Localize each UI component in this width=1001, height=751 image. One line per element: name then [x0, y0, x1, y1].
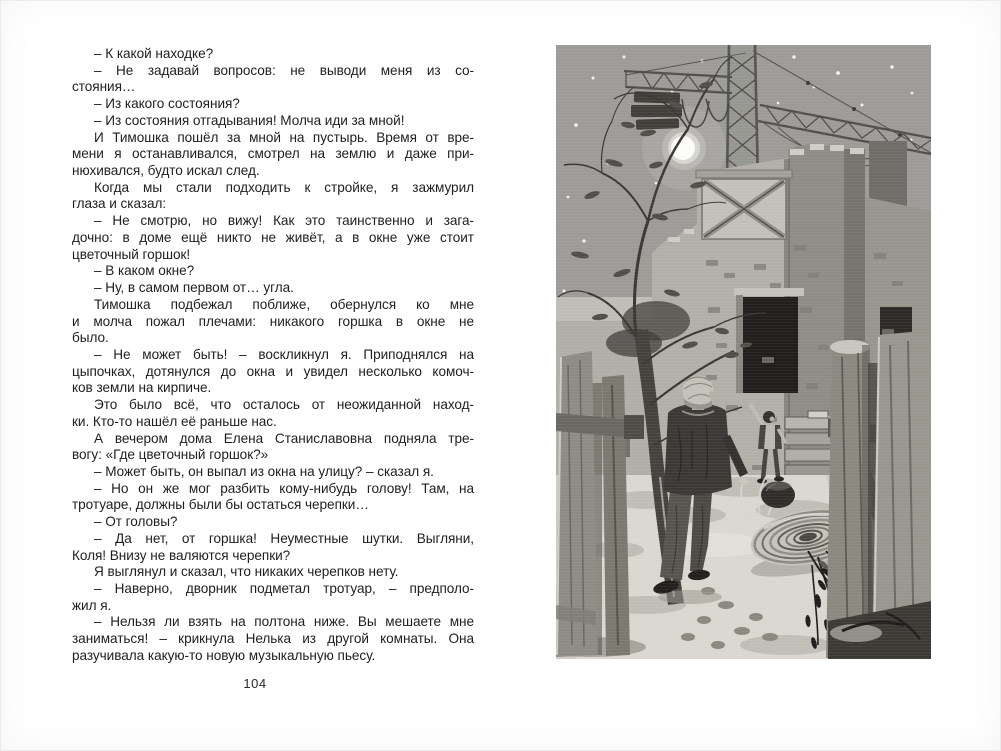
text-line: ков земли на кирпиче. [72, 380, 212, 396]
text-line: – Да нет, от горшка! Неуместные шутки. Выгляни, [94, 530, 474, 546]
text-line: Когда мы стали подходить к стройке, я зажмурил [94, 179, 474, 195]
text-line: – Не задавай вопросов: не выводи меня из со- [94, 62, 474, 78]
text-line: – Может быть, он выпал из окна на улицу? – сказал я. [94, 463, 434, 479]
text-line: ки. Кто-то нашёл её раньше нас. [72, 413, 277, 429]
text-line: – От головы? [94, 514, 178, 530]
text-line: – Ну, в самом первом от… угла. [94, 280, 294, 296]
left-page [0, 0, 500, 751]
text-line: – К какой находке? [94, 46, 214, 61]
flower-pot [761, 482, 795, 509]
text-line: нюхивался, будто искал след. [72, 163, 260, 179]
text-line: тротуаре, должны были бы остаться черепки… [72, 497, 369, 513]
right-page [500, 0, 1001, 751]
text-line: – Наверно, дворник подметал тротуар, – предполо- [94, 581, 474, 596]
text-line: вогу: «Где цветочный горшок?» [72, 447, 269, 463]
text-line: Это было всё, что осталось от неожиданной наход- [94, 397, 474, 413]
text-line: цветочный горшок! [72, 246, 191, 262]
text-line: – Из состояния отгадывания! Молча иди за мной! [94, 112, 405, 128]
page-number: 104 [243, 676, 267, 691]
text-line: – Не смотрю, но вижу! Как это таинственно и зага- [94, 213, 474, 229]
text-line: – Нельзя ли взять на полтона ниже. Вы мешаете мне [94, 614, 474, 630]
text-line: мени я останавливался, смотрел на землю и даже при- [72, 146, 474, 162]
text-line: – Но он же мог разбить кому-нибудь голову! Там, на [94, 480, 474, 496]
text-line: Я выглянул и сказал, что никаких черепков нету. [94, 564, 399, 580]
text-line: глаза и сказал: [72, 196, 167, 212]
text-line: И Тимошка пошёл за мной на пустырь. Время от вре- [94, 129, 474, 145]
text-line: – Из какого состояния? [94, 96, 240, 112]
text-line: было. [72, 330, 109, 346]
text-line: и молча пожал плечами: никакого горшка в окне не [72, 313, 474, 329]
text-line: – Не может быть! – воскликнул я. Приподнялся на [94, 346, 474, 362]
story-text [72, 46, 474, 665]
text-line: жил я. [72, 597, 112, 613]
text-line: стояния… [72, 79, 136, 95]
text-line: разучивала какую-то новую музыкальную пьесу. [72, 647, 376, 663]
text-line: А вечером дома Елена Станиславовна подняла тре- [94, 430, 474, 446]
text-line: Коля! Внизу не валяются черепки? [72, 547, 291, 563]
story-illustration-svg [556, 45, 931, 659]
text-line: заниматься! – крикнула Нелька из другой комнаты. Она [72, 631, 474, 647]
story-illustration [556, 45, 931, 659]
text-line: цыпочках, дотянулся до окна и увидел несколько комоч- [72, 363, 474, 379]
text-line: дочно: в доме ещё никто не живёт, а в окне уже стоит [72, 229, 474, 245]
text-line: – В каком окне? [94, 263, 195, 279]
text-line: Тимошка подбежал поближе, обернулся ко мне [94, 296, 474, 312]
wooden-fence-right [826, 331, 931, 659]
